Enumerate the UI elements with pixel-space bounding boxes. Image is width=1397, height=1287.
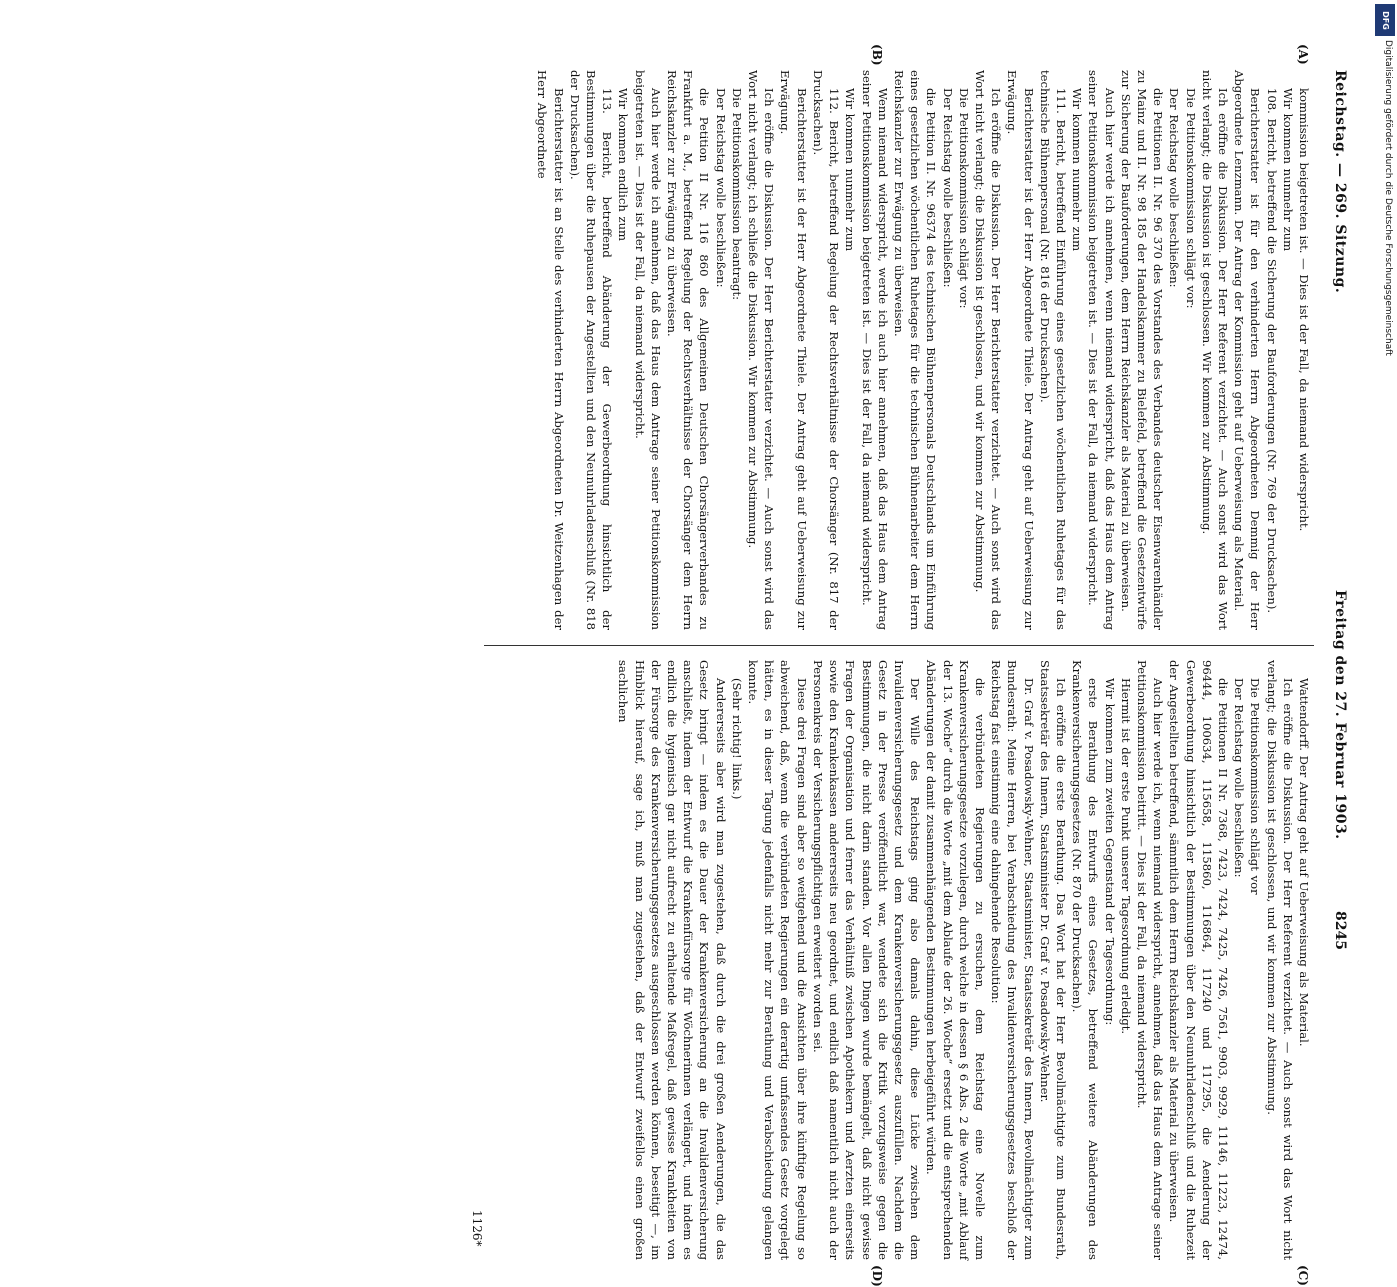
left-paragraph: Der Reichstag wolle beschließen: xyxy=(1167,88,1182,288)
right-paragraph: Wir kommen zum zweiten Gegenstand der Tagesordnung: xyxy=(1102,678,1117,1026)
right-paragraph: Andererseits aber wird man zugestehen, daß durch die drei großen Aenderungen, die das Gesetz bringt — indem es die Dauer der Krankenversicherung an die Invalidenversicherung anschließt, indem der Entwurf die Krankenfürsorge für Wöchnerinnen verlängert, und indem es endlich die hygienisch gar nicht aufrecht zu erhaltende Maßregel, daß gewisse Krankheiten von der Fürsorge des Krankenversicherungsgesetzes ausgeschlossen werden können, beseitigt —, im Hinblick hierauf, sage ich, muß man zugestehen, daß der Entwurf zweifellos einen großen sachlichen xyxy=(616,660,728,1260)
right-column xyxy=(615,660,1312,1260)
right-paragraph: die verbündeten Regierungen zu ersuchen, dem Reichstag eine Novelle zum Krankenversicherungsgesetze vorzulegen, durch welche in dessen § 6 Abs. 2 die Worte „mit Ablauf der 13. Woche“ durch die Worte „mit dem Ablaufe der 26. Woche“ ersetzt und die entsprechenden Abänderungen der damit zusammenhängenden Bestimmungen herbeigeführt würden. xyxy=(924,660,987,1260)
left-paragraph: 111. Bericht, betreffend Einführung eines gesetzlichen wöchentlichen Ruhetages für das technische Bühnenpersonal (Nr. 816 der Drucksachen). xyxy=(1037,70,1068,630)
left-paragraph: Wir kommen nunmehr zum xyxy=(1280,88,1295,252)
right-paragraph: Wattendorff. Der Antrag geht auf Ueberweisung als Material. xyxy=(1297,678,1311,1047)
header-left: Reichstag. — 269. Sitzung. xyxy=(1332,70,1348,294)
left-paragraph: Wir kommen endlich zum xyxy=(616,88,631,242)
left-paragraph: Die Petitionskommission schlägt vor: xyxy=(956,88,971,309)
left-paragraph: Berichterstatter ist für den verhinderten Herrn Abgeordneten Demmig der Herr Abgeordnete Lenzmann. Der Antrag der Kommission geht auf Ueberweisung als Material. xyxy=(1232,70,1263,630)
left-paragraph: Der Reichstag wolle beschließen: xyxy=(713,88,728,288)
header-date: Freitag den 27. Februar 1903. xyxy=(1332,590,1348,840)
right-paragraph: Der Wille des Reichstags ging also damals dahin, diese Lücke zwischen dem Invalidenversicherungsgesetz und dem Krankenversicherungsgesetz auszufüllen. Nachdem die Gesetz in der Presse veröffentlicht war, wendete sich die Kritik vorzugsweise gegen die Bestimmungen, die nicht darin standen. Vor allen Dingen wurde bemängelt, daß nicht gewisse Fragen der Organisation und ferner das Verhältniß zwischen Apothekern und Aerzten einerseits sowie den Krankenkassen andererseits neu geordnet, und endlich daß namentlich nicht auch der Personenkreis der Versicherungspflichtigen erweitert worden sei. xyxy=(810,660,923,1260)
left-paragraph: Berichterstatter ist der Herr Abgeordnete Thiele. Der Antrag geht auf Ueberweisung zur Erwägung. xyxy=(778,70,809,630)
left-paragraph: Berichterstatter ist an Stelle des verhinderten Herrn Abgeordneten Dr. Weitzenhagen der Herr Abgeordnete xyxy=(535,70,566,630)
left-paragraph: Der Reichstag wolle beschließen: xyxy=(940,88,955,288)
page-number: 8245 xyxy=(1332,911,1348,950)
left-paragraph: 108. Bericht, betreffend die Sicherung der Bauforderungen (Nr. 769 der Drucksachen). xyxy=(1264,88,1279,614)
left-paragraph: Ich eröffne die Diskussion. Der Herr Berichterstatter verzichtet. — Auch sonst wird das Wort nicht verlangt; die Diskussion ist geschlossen, und wir kommen zur Abstimmung. xyxy=(972,70,1004,630)
right-paragraph: die Petitionen II Nr. 7368, 7423, 7424, 7425, 7426, 7561, 9903, 9929, 11146, 11223, 12474, 96444, 100634, 115658, 115860, 116864, 117240 und 117295, die Aenderung der Gewerbeordnung hinsichtlich der Bestimmungen über den Neunuhrladenschluß und die Ruhezeit der Angestellten betreffend, sämmtlich dem Herrn Reichskanzler als Material zu überweisen. xyxy=(1167,660,1230,1260)
right-paragraph: Der Reichstag wolle beschließen: xyxy=(1232,678,1247,878)
right-paragraph: Dr. Graf v. Posadowsky-Wehner, Staatsminister, Staatssekretär des Innern, Bevollmächtigter zum Bundesrath: Meine Herren, bei Verabschiedung des Invalidenversicherungsgesetzes beschloß der Reichstag fast einstimmig eine dahingehende Resolution: xyxy=(989,660,1036,1260)
left-paragraph: Wir kommen nunmehr zum xyxy=(1070,88,1085,252)
column-divider xyxy=(484,645,1314,646)
page-header xyxy=(1324,70,1354,950)
left-paragraph: die Petition II Nr. 116 860 des Allgemeinen Deutschen Chorsängerverbandes zu Frankfurt a. M., betreffend Regelung der Rechtsverhältnisse der Chorsänger dem Herrn Reichskanzler zur Erwägung zu überweisen. xyxy=(665,70,712,630)
right-paragraph: Die Petitionskommission schlägt vor xyxy=(1248,678,1263,895)
right-paragraph: Ich eröffne die Diskussion. Der Herr Referent verzichtet. — Auch sonst wird das Wort nicht verlangt; die Diskussion ist geschlossen, und wir kommen zur Abstimmung. xyxy=(1264,660,1295,1260)
right-paragraph: Diese drei Fragen sind aber so weitgehend und die Ansichten über ihre künftige Regelung so abweichend, daß, wenn die verbündeten Regierungen ein derartig umfassendes Gesetz vorgelegt hätten, es in dieser Tagung jedenfalls nicht mehr zur Berathung und Verabschiedung gelangen konnte. xyxy=(746,660,809,1260)
left-paragraph: Berichterstatter ist der Herr Abgeordnete Thiele. Der Antrag geht auf Ueberweisung zur Erwägung. xyxy=(1005,70,1036,630)
left-paragraph: Die Petitionskommission schlägt vor: xyxy=(1183,88,1198,309)
left-paragraph: die Petitionen II. Nr. 96 370 des Vorstandes des Verbandes deutscher Eisenwarenhändler zu Mainz und II. Nr. 98 185 der Handelskammer zu Bielefeld, betreffend die Gesetzentwürfe zur Sicherung der Bauforderungen, dem Herrn Reichskanzler als Material zu überweisen. xyxy=(1118,70,1166,630)
left-paragraph: Auch hier werde ich annehmen, wenn niemand widerspricht, daß das Haus dem Antrag seiner Petitionskommission beigetreten ist. — Dies ist der Fall, da niemand widerspricht. xyxy=(1086,70,1117,630)
digitization-note: Digitalisierung gefördert durch die Deutsche Forschungsgemeinschaft xyxy=(1383,40,1393,356)
left-paragraph: Die Petitionskommission beantragt: xyxy=(729,88,744,301)
dfg-logo: DFG xyxy=(1375,4,1395,36)
left-paragraph: Wir kommen nunmehr zum xyxy=(843,88,858,252)
left-column xyxy=(534,70,1312,630)
left-paragraph: Ich eröffne die Diskussion. Der Herr Referent verzichtet. — Auch sonst wird das Wort nicht verlangt; die Diskussion ist geschlossen. Wir kommen zur Abstimmung. xyxy=(1199,70,1230,630)
left-paragraph: kommission beigetreten ist. — Dies ist der Fall, da niemand widerspricht. xyxy=(1297,88,1311,532)
right-paragraph: Ich eröffne die erste Berathung. Das Wort hat der Herr Bevollmächtigte zum Bundesrath, Staatssekretär des Innern, Staatsminister Dr. Graf v. Posadowsky-Wehner. xyxy=(1037,660,1068,1260)
rotated-page xyxy=(84,44,1354,1287)
left-paragraph: 113. Bericht, betreffend Abänderung der Gewerbeordnung hinsichtlich der Bestimmungen über die Ruhepausen der Angestellten und den Neunuhrladenschluß (Nr. 818 der Drucksachen). xyxy=(567,70,615,630)
margin-mark-b: (B) xyxy=(870,44,884,66)
margin-mark-d: (D) xyxy=(870,1265,884,1287)
footer-mark: 1126* xyxy=(470,1210,484,1247)
right-paragraph: Auch hier werde ich, wenn niemand widerspricht, annehmen, daß das Haus dem Antrage seiner Petitionskommission beitritt. — Dies ist der Fall, da niemand widerspricht. xyxy=(1134,660,1166,1260)
margin-mark-a: (A) xyxy=(1296,44,1310,65)
left-paragraph: Ich eröffne die Diskussion. Der Herr Berichterstatter verzichtet. — Auch sonst wird das Wort nicht verlangt; ich schließe die Diskussion. Wir kommen zur Abstimmung. xyxy=(746,70,777,630)
margin-mark-c: (C) xyxy=(1296,1265,1310,1286)
left-paragraph: die Petition II. Nr. 96374 des technischen Bühnenpersonals Deutschlands um Einführung eines gesetzlichen wöchentlichen Ruhetages für die technischen Bühnenarbeiter dem Herrn Reichskanzler zur Erwägung zu überweisen. xyxy=(891,70,939,630)
left-paragraph: 112. Bericht, betreffend Regelung der Rechtsverhältnisse der Chorsänger (Nr. 817 der Drucksachen). xyxy=(810,70,842,630)
left-paragraph: Auch hier werde ich annehmen, daß das Haus dem Antrage seiner Petitionskommission beigetreten ist. — Dies ist der Fall, da niemand widerspricht. xyxy=(632,70,663,630)
left-paragraph: Wenn niemand widerspricht, werde ich auch hier annehmen, daß das Haus dem Antrag seiner Petitionskommission beigetreten ist. — Dies ist der Fall, da niemand widerspricht. xyxy=(859,70,890,630)
right-paragraph: erste Berathung des Entwurfs eines Gesetzes, betreffend weitere Abänderungen des Krankenversicherungsgesetzes (Nr. 870 der Drucksachen). xyxy=(1070,660,1101,1260)
right-paragraph: (Sehr richtig! links.) xyxy=(729,678,744,800)
right-paragraph: Hiermit ist der erste Punkt unserer Tagesordnung erledigt. xyxy=(1118,678,1133,1035)
